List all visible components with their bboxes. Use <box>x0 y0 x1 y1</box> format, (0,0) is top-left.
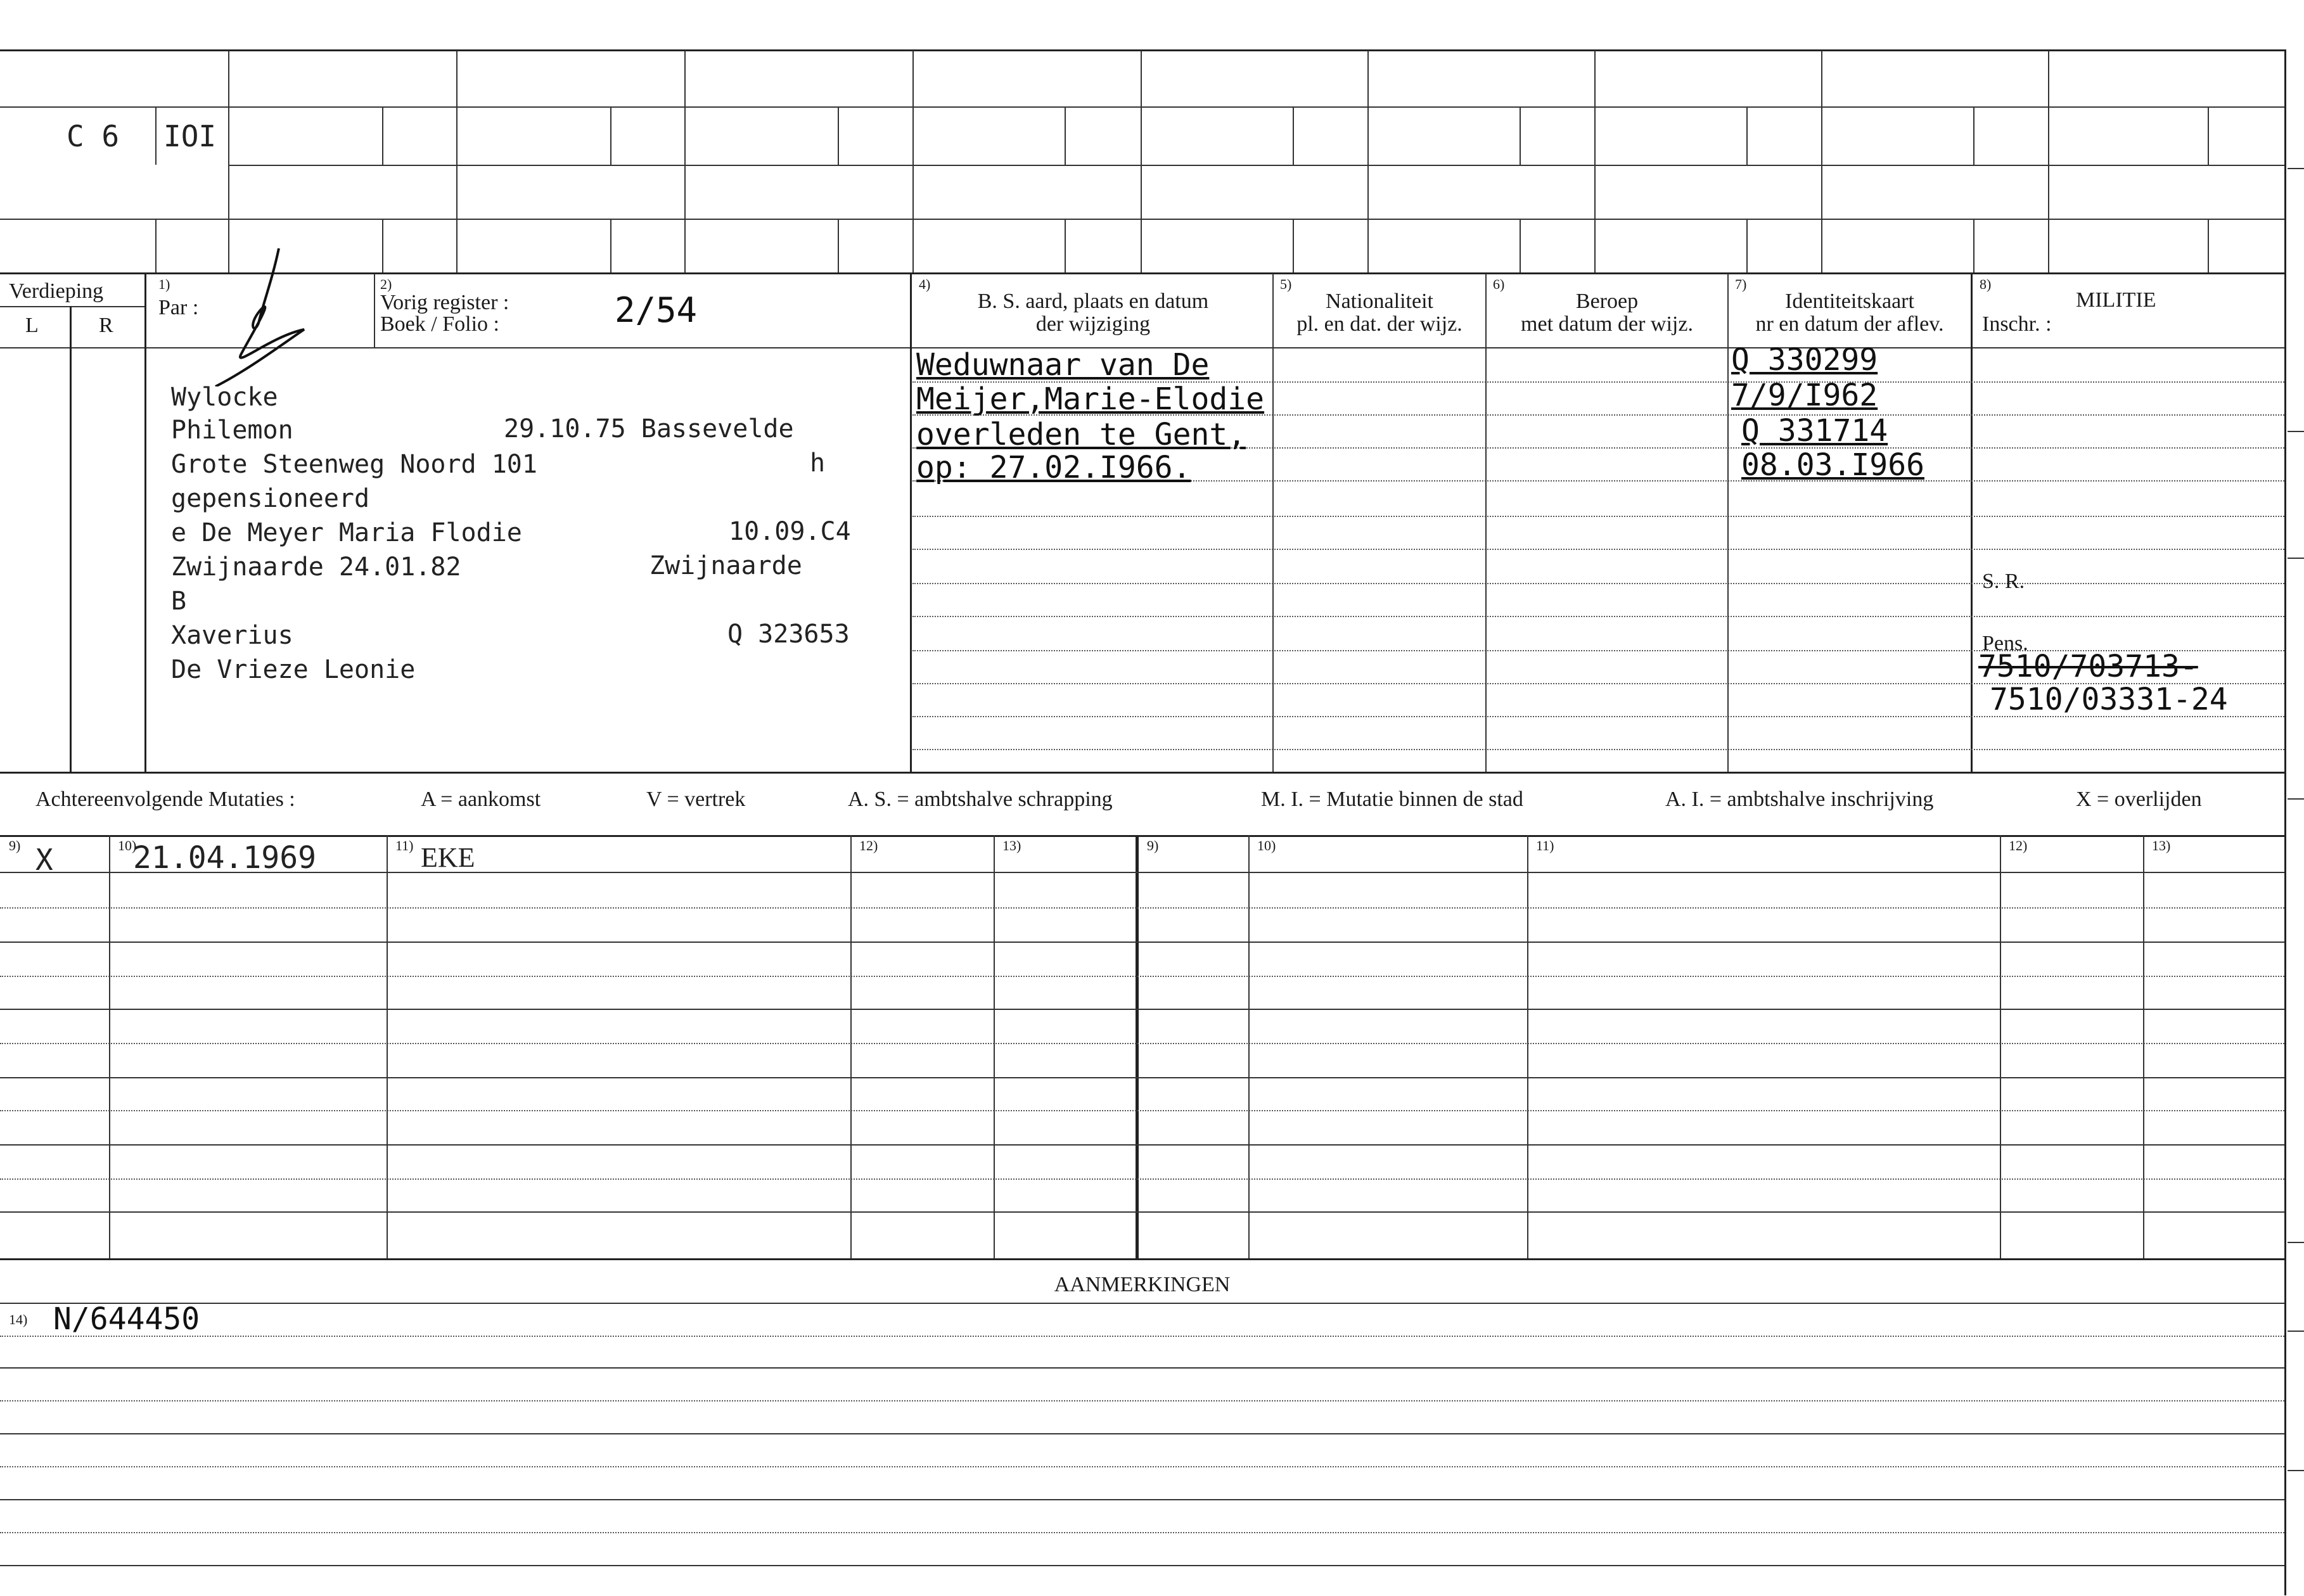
id-entry-3: Q 331714 <box>1741 413 1888 449</box>
mut-col-10-left: 10) <box>118 838 137 853</box>
identiteit-line1: Identiteitskaart <box>1785 290 1914 313</box>
marriage-date: 10.09.C4 <box>729 517 851 546</box>
person-line-6: Zwijnaarde 24.01.82 <box>171 552 461 582</box>
person-line-8: Xaverius <box>171 621 293 650</box>
bs-entry-line-3: overleden te Gent, <box>916 417 1246 452</box>
nationaliteit-line2: pl. en dat. der wijz. <box>1296 312 1462 336</box>
field-6-number: 6) <box>1493 276 1505 292</box>
inschr-label: Inschr. : <box>1982 312 2052 336</box>
bs-entry-line-4: op: 27.02.I966. <box>916 450 1191 485</box>
nationaliteit-line1: Nationaliteit <box>1326 290 1433 313</box>
boek-folio-value: 2/54 <box>615 290 698 330</box>
mut-col-9-right: 9) <box>1147 838 1159 853</box>
pens-old-number: 7510/703713- <box>1978 649 2198 684</box>
bs-entry-line-1: Weduwnaar van De <box>916 347 1210 383</box>
mut-col-11-right: 11) <box>1536 838 1554 853</box>
mutaties-title: Achtereenvolgende Mutaties : <box>35 788 295 811</box>
par-label: Par : <box>158 296 199 319</box>
card-number: IOI <box>163 119 217 153</box>
mut-col-12-right: 12) <box>2009 838 2028 853</box>
mut-col-10-right: 10) <box>1257 838 1276 853</box>
birth-info: 29.10.75 Bassevelde <box>504 414 794 444</box>
mutation-place: EKE <box>421 842 475 873</box>
beroep-line1: Beroep <box>1575 290 1639 313</box>
aanmerkingen-title: AANMERKINGEN <box>1054 1273 1231 1296</box>
mutation-code: X <box>35 843 53 877</box>
person-line-1: Wylocke <box>171 383 278 412</box>
mut-col-13-right: 13) <box>2152 838 2171 853</box>
person-line-3: Grote Steenweg Noord 101 <box>171 450 537 479</box>
boek-folio-label: Boek / Folio : <box>380 312 499 336</box>
mutation-date: 21.04.1969 <box>133 840 316 876</box>
person-line-5: e De Meyer Maria Flodie <box>171 518 522 547</box>
beroep-line2: met datum der wijz. <box>1521 312 1693 336</box>
verdieping-label: Verdieping <box>9 279 104 303</box>
mut-col-11-left: 11) <box>395 838 414 853</box>
id-entry-2: 7/9/I962 <box>1731 378 1878 413</box>
r-label: R <box>99 314 113 337</box>
bs-entry-line-2: Meijer,Marie-Elodie <box>916 381 1265 417</box>
field-14-number: 14) <box>9 1312 28 1327</box>
h-marker: h <box>810 449 826 478</box>
militie-label: MILITIE <box>2076 288 2156 312</box>
legend-a: A = aankomst <box>421 788 541 811</box>
legend-v: V = vertrek <box>646 788 746 811</box>
pens-new-number: 7510/03331-24 <box>1990 682 2228 717</box>
mut-col-9-left: 9) <box>9 838 21 853</box>
vorig-register-label: Vorig register : <box>380 291 509 314</box>
person-line-4: gepensioneerd <box>171 484 370 513</box>
mut-col-12-left: 12) <box>859 838 878 853</box>
field-1-number: 1) <box>158 276 170 292</box>
signature-mark <box>203 241 317 386</box>
l-label: L <box>25 314 39 337</box>
field-2-number: 2) <box>380 276 392 292</box>
aanmerkingen-value: N/644450 <box>53 1301 200 1337</box>
pens-label: Pens. <box>1982 632 2028 655</box>
bs-header-line2: der wijziging <box>1035 312 1151 336</box>
field-8-number: 8) <box>1980 276 1992 292</box>
legend-mi: M. I. = Mutatie binnen de stad <box>1261 788 1523 811</box>
legend-as: A. S. = ambtshalve schrapping <box>848 788 1113 811</box>
bs-header-line1: B. S. aard, plaats en datum <box>977 290 1209 313</box>
legend-ai: A. I. = ambtshalve inschrijving <box>1665 788 1934 811</box>
wife-birthplace: Zwijnaarde <box>650 551 802 580</box>
person-line-2: Philemon <box>171 416 293 445</box>
field-7-number: 7) <box>1735 276 1747 292</box>
card-code: C 6 <box>67 119 120 153</box>
person-line-7: B <box>171 587 187 616</box>
person-line-9: De Vrieze Leonie <box>171 655 416 684</box>
q-number: Q 323653 <box>727 620 850 649</box>
legend-x: X = overlijden <box>2076 788 2202 811</box>
field-4-number: 4) <box>919 276 931 292</box>
id-entry-4: 08.03.I966 <box>1741 447 1924 483</box>
identiteit-line2: nr en datum der aflev. <box>1755 312 1944 336</box>
id-entry-1: Q 330299 <box>1731 342 1878 378</box>
mut-col-13-left: 13) <box>1002 838 1021 853</box>
sr-label: S. R. <box>1982 570 2025 593</box>
field-5-number: 5) <box>1280 276 1292 292</box>
